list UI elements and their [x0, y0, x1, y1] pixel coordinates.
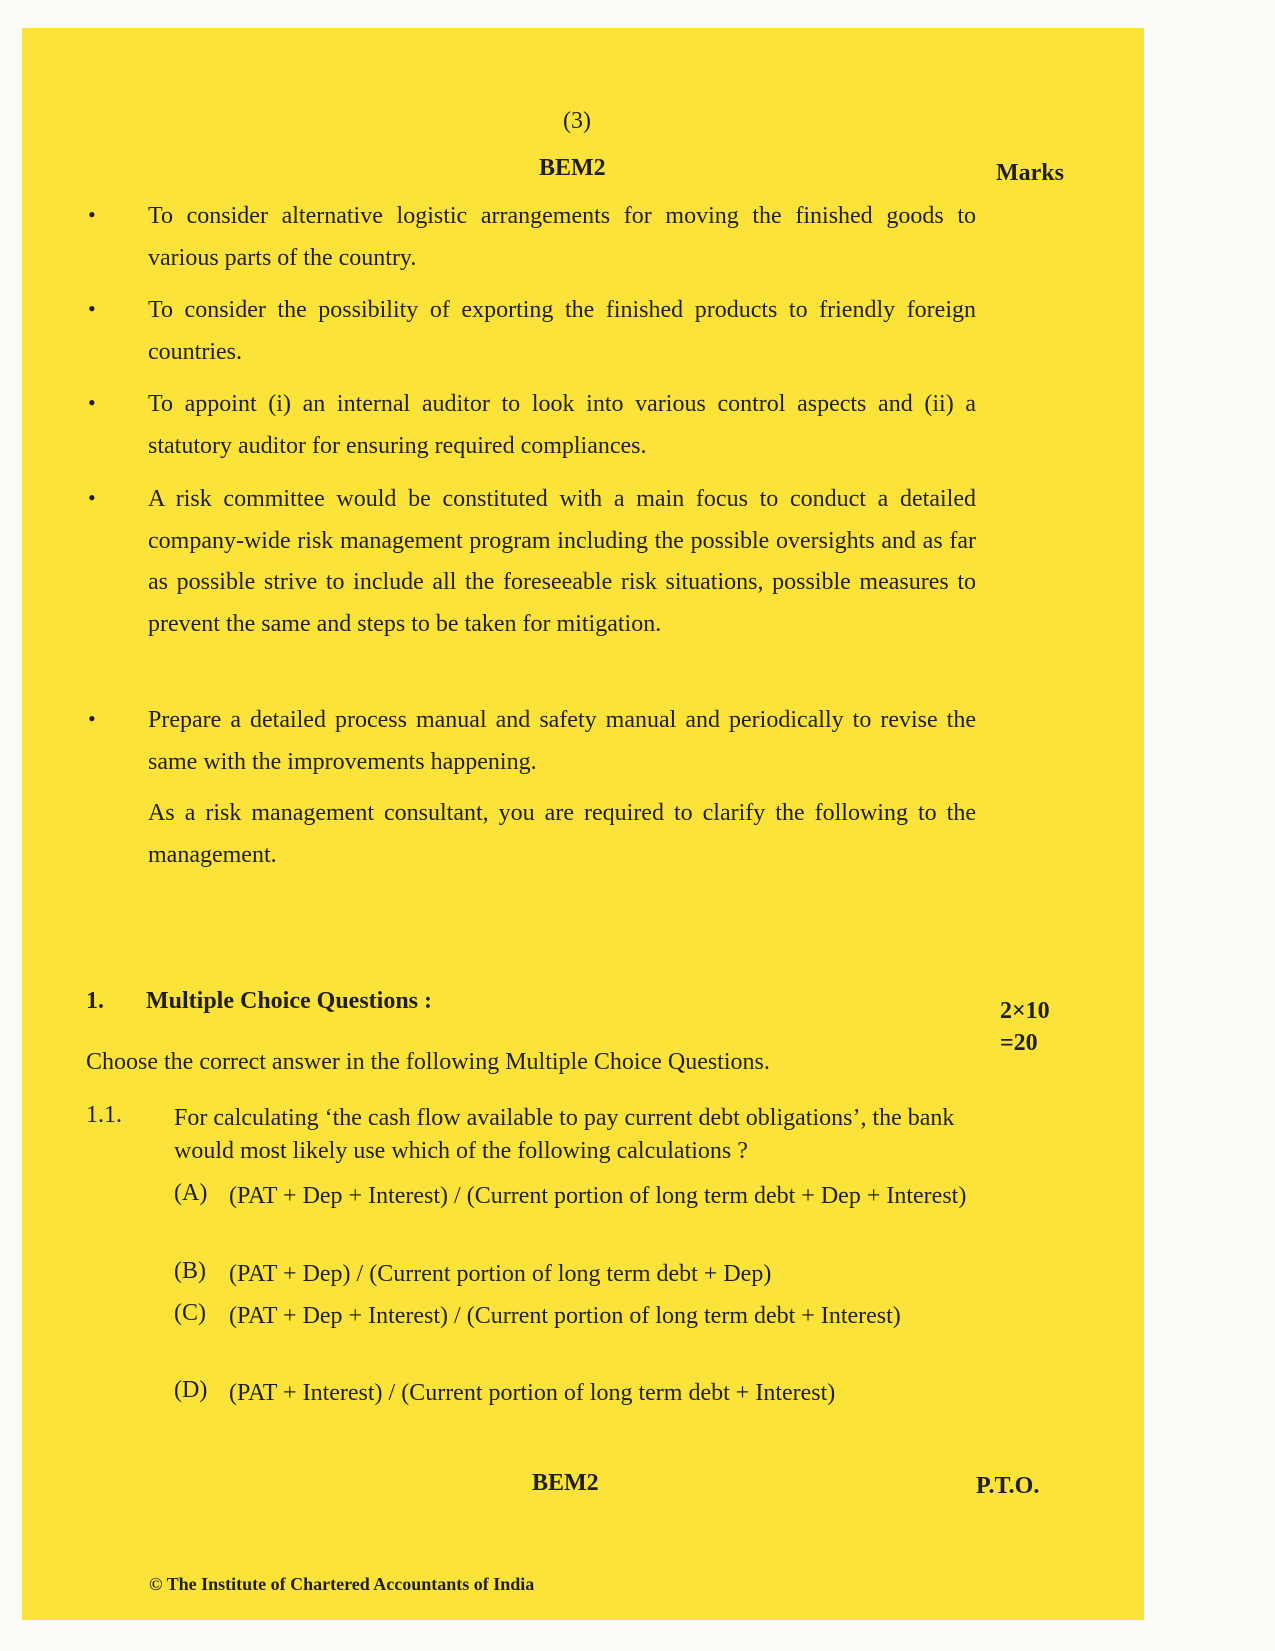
option-label-a: (A): [174, 1180, 208, 1206]
section-marks: [1000, 995, 1050, 1059]
closing-paragraph: As a risk management consultant, you are required to clarify the following to the management.: [148, 800, 976, 868]
paper-code-footer: BEM2: [532, 1470, 599, 1496]
bullet-item-auditors: To appoint (i) an internal auditor to look into various control aspects and (ii) a statutory auditor for ensuring required compliances.: [148, 391, 976, 459]
option-text-b: (PAT + Dep) / (Current portion of long term debt + Dep): [229, 1261, 772, 1287]
copyright-notice: © The Institute of Chartered Accountants of India: [149, 1574, 535, 1594]
please-turn-over: P.T.O.: [976, 1473, 1040, 1499]
bullet-icon: •: [88, 485, 96, 510]
marks-column-header: Marks: [996, 160, 1064, 186]
option-text-c: (PAT + Dep + Interest) / (Current portion of long term debt + Interest): [229, 1303, 901, 1329]
section-marks-line1: 2×10: [1000, 998, 1050, 1024]
section-number: 1.: [86, 988, 104, 1014]
bullet-item-risk-committee: A risk committee would be constituted with a main focus to conduct a detailed company-wide risk management program including the possible oversights and as far as possible strive to include all the foreseeable risk situations, possible measures to prevent the same and steps to be taken for mitigation.: [148, 486, 976, 637]
bullet-icon: •: [88, 390, 96, 415]
bullet-icon: •: [88, 706, 96, 731]
option-text-a: (PAT + Dep + Interest) / (Current portion of long term debt + Dep + Interest): [229, 1183, 967, 1209]
paper-code-header: BEM2: [539, 155, 606, 181]
option-text-d: (PAT + Interest) / (Current portion of long term debt + Interest): [229, 1380, 836, 1406]
page-number: (3): [563, 108, 591, 134]
bullet-icon: •: [88, 202, 96, 227]
option-label-d: (D): [174, 1377, 208, 1403]
section-instruction: Choose the correct answer in the following Multiple Choice Questions.: [86, 1049, 770, 1075]
bullet-item-process-manual: Prepare a detailed process manual and safety manual and periodically to revise the same with the improvements happening.: [148, 707, 976, 775]
question-text: For calculating ‘the cash flow available to pay current debt obligations’, the bank would most likely use which of the following calculations ?: [174, 1105, 955, 1164]
bullet-icon: •: [88, 296, 96, 321]
option-label-b: (B): [174, 1258, 206, 1284]
section-title: Multiple Choice Questions :: [146, 988, 432, 1014]
option-label-c: (C): [174, 1300, 206, 1326]
bullet-item-exporting: To consider the possibility of exporting the finished products to friendly foreign countries.: [148, 297, 976, 365]
question-number: 1.1.: [86, 1102, 122, 1128]
bullet-item-logistics: To consider alternative logistic arrangements for moving the finished goods to various parts of the country.: [148, 203, 976, 271]
section-marks-line2: =20: [1000, 1030, 1038, 1056]
